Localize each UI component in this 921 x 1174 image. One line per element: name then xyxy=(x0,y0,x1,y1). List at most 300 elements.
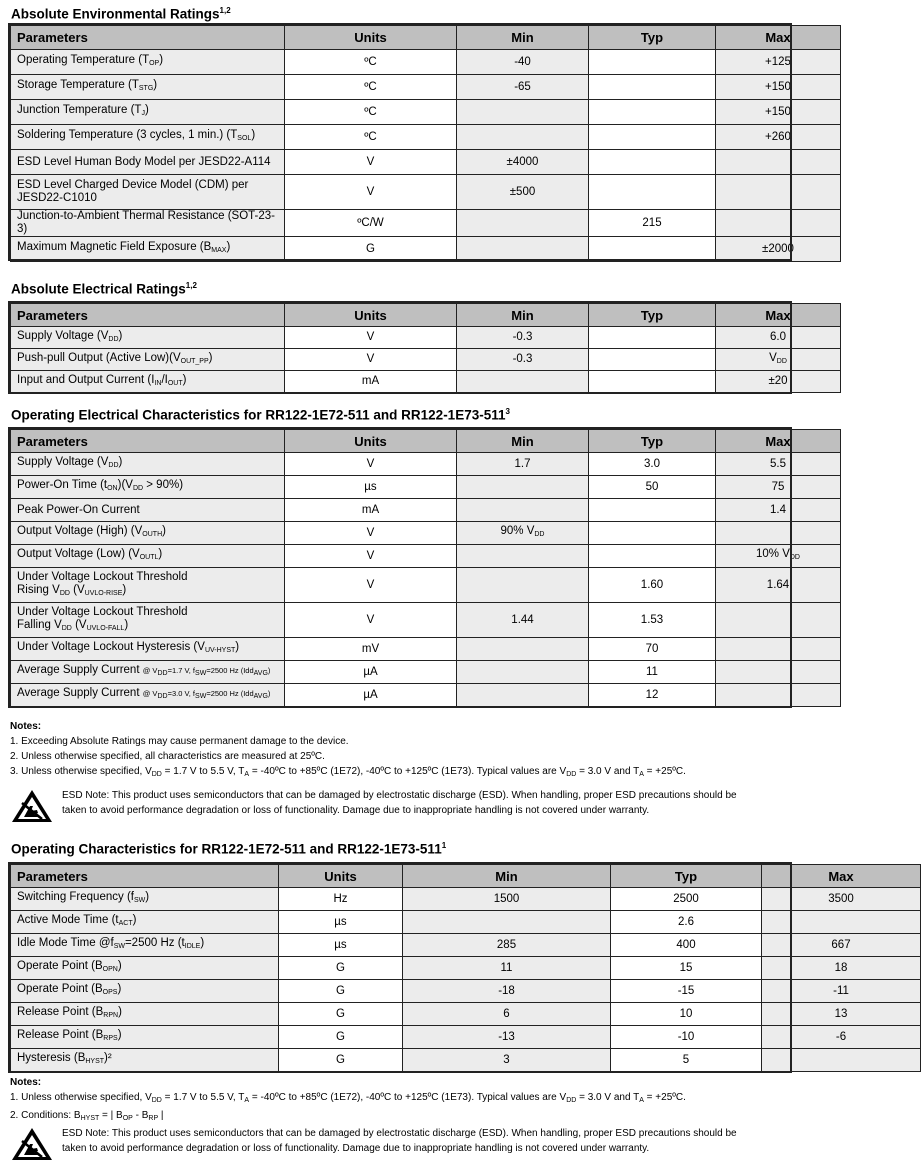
typ-cell xyxy=(589,499,716,522)
units-cell: V xyxy=(285,150,457,175)
column-header: Max xyxy=(716,26,841,50)
text-fragment: Junction Temperature (T xyxy=(17,104,142,116)
text-fragment: +150 xyxy=(765,105,791,118)
text-fragment: > 90%) xyxy=(143,479,184,491)
text-fragment: = 1.7 V to 5.5 V, T xyxy=(161,1092,245,1103)
units-cell: V xyxy=(285,603,457,638)
subscript: DD xyxy=(108,335,119,343)
max-cell xyxy=(716,603,841,638)
min-cell xyxy=(457,75,589,100)
text-fragment: 15 xyxy=(679,961,693,974)
max-cell xyxy=(762,934,921,957)
subscript: ON xyxy=(107,485,118,492)
max-cell xyxy=(716,499,841,522)
table-row xyxy=(11,237,841,262)
text-fragment: 3500 xyxy=(828,892,854,905)
subscript: A xyxy=(639,1097,644,1104)
text-fragment: -15 xyxy=(677,984,695,997)
text-fragment: 11 xyxy=(500,961,513,974)
text-fragment: (V xyxy=(69,583,85,596)
text-fragment: ) xyxy=(145,891,150,903)
units-cell: G xyxy=(279,980,403,1003)
text-fragment: ) xyxy=(208,351,213,364)
table-row xyxy=(11,50,841,75)
text-fragment: Under Voltage Lockout Threshold xyxy=(17,605,188,618)
column-header: Max xyxy=(762,865,921,888)
text-fragment: ) xyxy=(153,79,158,91)
table-row xyxy=(11,661,841,684)
text-fragment: 1.64 xyxy=(766,578,790,591)
text-fragment: -40 xyxy=(514,55,531,68)
max-cell xyxy=(716,210,841,237)
text-fragment: -11 xyxy=(833,984,849,997)
subscript: UVLO-FALL xyxy=(86,624,125,632)
text-fragment: Release Point (B xyxy=(17,1006,104,1018)
text-fragment: ) xyxy=(117,983,122,995)
max-cell xyxy=(716,568,841,603)
max-cell xyxy=(716,684,841,707)
column-header: Min xyxy=(457,430,589,453)
text-fragment: = -40ºC to +85ºC (1E72), -40ºC to +125ºC (1E73). Typical values are V xyxy=(249,766,567,777)
parameter-cell xyxy=(11,980,279,1003)
text-fragment: -6 xyxy=(835,1030,847,1043)
subscript: OUT xyxy=(167,379,183,387)
min-cell xyxy=(457,603,589,638)
table-row xyxy=(11,934,921,957)
text-fragment: ±4000 xyxy=(506,155,539,168)
column-header: Typ xyxy=(589,304,716,327)
subscript: UVLO-RISE xyxy=(84,589,123,597)
text-fragment: ESD Level Charged Device Model (CDM) per JESD22-C1010 xyxy=(17,179,249,204)
subscript: J xyxy=(141,110,145,117)
column-header: Units xyxy=(279,865,403,888)
subscript: SW xyxy=(113,943,125,950)
column-header: Min xyxy=(457,304,589,327)
max-cell xyxy=(716,150,841,175)
min-cell xyxy=(457,100,589,125)
text-fragment: =3.0 V, f xyxy=(167,689,196,698)
text-fragment: 11 xyxy=(646,665,658,678)
text-fragment: +125 xyxy=(765,55,791,68)
text-fragment: Falling V xyxy=(17,618,62,631)
text-fragment: Absolute Electrical Ratings xyxy=(11,281,186,297)
subscript: HYST xyxy=(85,1058,105,1065)
table-row xyxy=(11,499,841,522)
footnote-ref: 1 xyxy=(441,841,447,850)
max-cell xyxy=(716,75,841,100)
text-fragment: V xyxy=(769,351,777,364)
notes1-block xyxy=(10,719,790,782)
min-cell xyxy=(403,980,611,1003)
typ-cell xyxy=(589,125,716,150)
max-cell xyxy=(716,522,841,545)
parameter-cell xyxy=(11,499,285,522)
min-cell xyxy=(457,175,589,210)
table-row xyxy=(11,125,841,150)
max-cell xyxy=(716,371,841,393)
text-fragment: 13 xyxy=(834,1007,848,1020)
text-fragment: ) xyxy=(159,54,164,66)
table-row xyxy=(11,453,841,476)
esd-note xyxy=(10,788,790,824)
table-row xyxy=(11,638,841,661)
subscript: DD xyxy=(566,1097,577,1104)
text-fragment: = 1.7 V to 5.5 V, T xyxy=(161,766,245,777)
units-cell: V xyxy=(285,568,457,603)
text-fragment: Switching Frequency (f xyxy=(17,891,134,903)
parameter-cell xyxy=(11,957,279,980)
typ-cell xyxy=(589,50,716,75)
note-line xyxy=(10,749,790,764)
max-cell xyxy=(762,957,921,980)
parameter-cell xyxy=(11,349,285,371)
text-fragment: Operating Temperature (T xyxy=(17,54,150,66)
min-cell xyxy=(457,237,589,262)
text-fragment: Idle Mode Time @f xyxy=(17,937,114,949)
text-fragment: ) xyxy=(226,241,231,253)
text-fragment: -0.3 xyxy=(512,353,533,365)
text-fragment: Operate Point (B xyxy=(17,960,103,972)
subscript: DD xyxy=(776,357,787,365)
max-cell xyxy=(762,888,921,911)
column-header: Units xyxy=(285,430,457,453)
text-fragment: Average Supply Current xyxy=(17,687,143,699)
min-cell xyxy=(457,476,589,499)
text-fragment: 5.5 xyxy=(770,457,786,470)
text-fragment: ) xyxy=(132,914,137,926)
text-fragment: 50 xyxy=(645,480,659,493)
text-fragment: 6 xyxy=(503,1007,510,1020)
max-cell xyxy=(762,911,921,934)
parameter-cell xyxy=(11,1026,279,1049)
min-cell xyxy=(457,545,589,568)
parameter-cell xyxy=(11,371,285,393)
subscript: A xyxy=(244,1097,250,1104)
parameter-cell xyxy=(11,50,285,75)
typ-cell xyxy=(589,545,716,568)
text-fragment: = 3.0 V and T xyxy=(576,1092,640,1103)
subscript: RPN xyxy=(103,1012,119,1019)
subscript: MAX xyxy=(211,247,227,254)
text-fragment: ) xyxy=(124,618,129,631)
text-fragment: 285 xyxy=(496,938,517,951)
note-line xyxy=(10,1090,790,1108)
subscript: OUTH xyxy=(142,531,163,538)
text-fragment: ±2000 xyxy=(762,242,794,255)
units-cell: G xyxy=(279,1026,403,1049)
text-fragment: -13 xyxy=(498,1030,515,1043)
text-fragment: Peak Power-On Current xyxy=(17,503,140,516)
text-fragment: ) xyxy=(267,689,271,698)
subscript: OPS xyxy=(102,989,118,996)
text-fragment: @ V xyxy=(142,689,158,698)
subscript: OP xyxy=(149,60,160,67)
table-row xyxy=(11,1026,921,1049)
units-cell: ºC xyxy=(285,125,457,150)
column-header: Typ xyxy=(611,865,762,888)
units-cell: G xyxy=(279,1003,403,1026)
min-cell xyxy=(403,911,611,934)
units-cell: mA xyxy=(285,371,457,393)
max-cell xyxy=(716,100,841,125)
note-line xyxy=(10,734,790,749)
table-row xyxy=(11,150,841,175)
note-line xyxy=(10,1108,790,1126)
units-cell: µs xyxy=(279,934,403,957)
text-fragment: +150 xyxy=(765,80,791,93)
typ-cell xyxy=(589,568,716,603)
min-cell xyxy=(403,957,611,980)
subscript: DD xyxy=(151,771,162,778)
min-cell xyxy=(457,125,589,150)
text-fragment: 400 xyxy=(676,938,696,951)
subscript: A xyxy=(244,771,250,778)
text-fragment: 2. Unless otherwise specified, all characteristics are measured at 25ºC. xyxy=(10,751,325,762)
text-fragment: 2. Conditions: B xyxy=(10,1110,81,1121)
units-cell: V xyxy=(285,453,457,476)
table-row xyxy=(11,603,841,638)
header-row xyxy=(11,26,841,50)
parameter-cell xyxy=(11,603,285,638)
units-cell: V xyxy=(285,522,457,545)
min-cell xyxy=(457,371,589,393)
text-fragment: /I xyxy=(161,373,168,386)
column-header: Parameters xyxy=(11,26,285,50)
esd-line: ESD Note: This product uses semiconductors that can be damaged by electrostatic discharge (ESD). When handling, proper ESD precautions should be xyxy=(62,790,737,801)
units-cell: V xyxy=(285,175,457,210)
units-cell: µs xyxy=(279,911,403,934)
column-header: Min xyxy=(457,26,589,50)
subscript: ACT xyxy=(118,920,133,927)
text-fragment: ) xyxy=(117,1029,122,1041)
units-cell: ºC xyxy=(285,100,457,125)
elec-table xyxy=(10,303,841,393)
text-fragment: = +25ºC. xyxy=(643,766,686,777)
units-cell: µA xyxy=(285,661,457,684)
text-fragment: @ V xyxy=(142,666,158,675)
text-fragment: Rising V xyxy=(17,583,60,596)
max-cell xyxy=(762,980,921,1003)
text-fragment: 1.7 xyxy=(514,457,531,470)
subscript: RP xyxy=(148,1115,159,1122)
header-row xyxy=(11,865,921,888)
text-fragment: )² xyxy=(104,1052,112,1064)
text-fragment: 6.0 xyxy=(770,331,786,343)
env-table xyxy=(10,25,841,262)
text-fragment: Operating Characteristics for RR122-1E72-511 and RR122-1E73-511 xyxy=(11,841,442,857)
max-cell xyxy=(716,661,841,684)
min-cell xyxy=(457,327,589,349)
text-fragment: 1.60 xyxy=(640,578,664,591)
text-fragment: 90% V xyxy=(500,525,535,537)
table-row xyxy=(11,522,841,545)
opelec-section-title xyxy=(11,407,510,423)
text-fragment: 215 xyxy=(642,216,662,229)
max-cell xyxy=(716,638,841,661)
text-fragment: = -40ºC to +85ºC (1E72), -40ºC to +125ºC (1E73). Typical values are V xyxy=(249,1092,567,1103)
subscript: OUT_PP xyxy=(180,357,209,365)
units-cell: ºC xyxy=(285,50,457,75)
esd-warning-icon xyxy=(10,1126,54,1162)
text-fragment: Input and Output Current (I xyxy=(17,373,155,386)
header-row xyxy=(11,304,841,327)
parameter-cell xyxy=(11,888,279,911)
opchar-section-title xyxy=(11,841,446,857)
text-fragment: 1. Exceeding Absolute Ratings may cause permanent damage to the device. xyxy=(10,736,349,747)
min-cell xyxy=(403,1049,611,1072)
text-fragment: Operate Point (B xyxy=(17,983,103,995)
subscript: A xyxy=(639,771,644,778)
min-cell xyxy=(457,661,589,684)
table-row xyxy=(11,684,841,707)
text-fragment: ) xyxy=(182,373,187,386)
parameter-cell xyxy=(11,237,285,262)
opchar-table xyxy=(10,864,921,1072)
table-row xyxy=(11,911,921,934)
text-fragment: Soldering Temperature (3 cycles, 1 min.) (T xyxy=(17,129,238,141)
subscript: IN xyxy=(154,379,162,387)
text-fragment: 1.44 xyxy=(511,613,534,626)
units-cell: Hz xyxy=(279,888,403,911)
table-row xyxy=(11,349,841,371)
text-fragment: Absolute Environmental Ratings xyxy=(11,6,220,22)
text-fragment: ) xyxy=(251,129,256,141)
parameter-cell xyxy=(11,175,285,210)
text-fragment: = 3.0 V and T xyxy=(576,766,640,777)
text-fragment: =2500 Hz (t xyxy=(124,937,185,949)
notes-header: Notes: xyxy=(10,1077,42,1088)
subscript: SW xyxy=(133,897,146,904)
units-cell: G xyxy=(285,237,457,262)
typ-cell xyxy=(589,75,716,100)
text-fragment: Operating Electrical Characteristics for RR122-1E72-511 and RR122-1E73-511 xyxy=(11,407,506,423)
text-fragment: Maximum Magnetic Field Exposure (B xyxy=(17,241,212,253)
max-cell xyxy=(762,1026,921,1049)
max-cell xyxy=(716,349,841,371)
subscript: SOL xyxy=(237,135,252,142)
parameter-cell xyxy=(11,934,279,957)
condition-note xyxy=(143,689,271,698)
typ-cell xyxy=(589,684,716,707)
text-fragment: = +25ºC. xyxy=(643,1092,686,1103)
table-row xyxy=(11,888,921,911)
typ-cell xyxy=(589,661,716,684)
text-fragment: Average Supply Current xyxy=(17,664,143,676)
text-fragment: ±500 xyxy=(509,185,536,198)
esd-note-text xyxy=(62,1126,786,1156)
text-fragment: =2500 Hz (Idd xyxy=(206,666,254,675)
subscript: DD xyxy=(132,485,144,492)
typ-cell xyxy=(611,888,762,911)
subscript: DD xyxy=(157,693,168,700)
typ-cell xyxy=(589,453,716,476)
column-header: Units xyxy=(285,304,457,327)
min-cell xyxy=(457,568,589,603)
text-fragment: Active Mode Time (t xyxy=(17,914,119,926)
esd-line: ESD Note: This product uses semiconductors that can be damaged by electrostatic discharge (ESD). When handling, proper ESD precautions should be xyxy=(62,1128,737,1139)
text-fragment: )(V xyxy=(117,479,133,491)
text-fragment: Output Voltage (Low) (V xyxy=(17,548,140,560)
typ-cell xyxy=(589,150,716,175)
subscript: SW xyxy=(195,693,207,700)
units-cell: mV xyxy=(285,638,457,661)
max-cell xyxy=(716,175,841,210)
subscript: STG xyxy=(138,85,154,92)
text-fragment: ) xyxy=(117,960,122,972)
table-row xyxy=(11,476,841,499)
parameter-cell xyxy=(11,568,285,603)
typ-cell xyxy=(611,1049,762,1072)
min-cell xyxy=(403,1026,611,1049)
typ-cell xyxy=(589,522,716,545)
units-cell: V xyxy=(285,327,457,349)
min-cell xyxy=(457,499,589,522)
column-header: Parameters xyxy=(11,865,279,888)
text-fragment: 18 xyxy=(834,961,848,974)
max-cell xyxy=(716,237,841,262)
typ-cell xyxy=(589,603,716,638)
typ-cell xyxy=(611,911,762,934)
parameter-cell xyxy=(11,150,285,175)
column-header: Max xyxy=(716,430,841,453)
column-header: Units xyxy=(285,26,457,50)
column-header: Max xyxy=(716,304,841,327)
text-fragment: ESD Level Human Body Model per JESD22-A114 xyxy=(17,155,271,168)
table-row xyxy=(11,210,841,237)
text-fragment: Hysteresis (B xyxy=(17,1052,86,1064)
typ-cell xyxy=(611,1026,762,1049)
units-cell: µs xyxy=(285,476,457,499)
subscript: OUTL xyxy=(139,554,159,561)
table-row xyxy=(11,175,841,210)
subscript: DD xyxy=(151,1097,162,1104)
column-header: Parameters xyxy=(11,304,285,327)
text-fragment: 2500 xyxy=(673,892,699,905)
esd-line: taken to avoid performance degradation or loss of functionality. Damage due to inappropriate handling is not covered under warranty. xyxy=(62,805,650,816)
units-cell: µA xyxy=(285,684,457,707)
text-fragment: 1. Unless otherwise specified, V xyxy=(10,1092,152,1103)
condition-note xyxy=(143,666,271,675)
typ-cell xyxy=(611,934,762,957)
min-cell xyxy=(457,522,589,545)
table-row xyxy=(11,1049,921,1072)
subscript: OP xyxy=(122,1115,133,1122)
min-cell xyxy=(457,453,589,476)
table-row xyxy=(11,327,841,349)
text-fragment: 12 xyxy=(645,688,659,701)
parameter-cell xyxy=(11,661,285,684)
units-cell: V xyxy=(285,349,457,371)
subscript: DD xyxy=(566,771,577,778)
table-row xyxy=(11,980,921,1003)
subscript: OPN xyxy=(102,966,118,973)
min-cell xyxy=(403,1003,611,1026)
typ-cell xyxy=(589,476,716,499)
text-fragment: Release Point (B xyxy=(17,1029,104,1041)
text-fragment: Under Voltage Lockout Threshold xyxy=(17,570,188,583)
typ-cell xyxy=(589,327,716,349)
min-cell xyxy=(457,210,589,237)
subscript: DD xyxy=(534,531,545,538)
units-cell: V xyxy=(285,545,457,568)
parameter-cell xyxy=(11,476,285,499)
text-fragment: 10% V xyxy=(755,548,790,560)
text-fragment: ±20 xyxy=(768,375,788,387)
parameter-cell xyxy=(11,1003,279,1026)
typ-cell xyxy=(611,1003,762,1026)
max-cell xyxy=(716,545,841,568)
text-fragment: ) xyxy=(118,456,123,468)
